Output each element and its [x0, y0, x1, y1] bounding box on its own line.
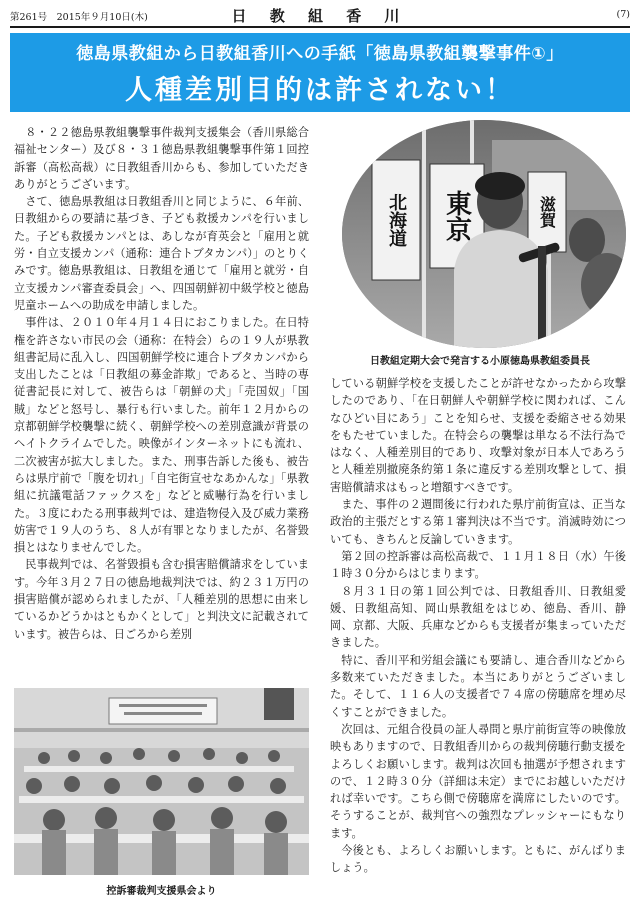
headline-banner: [10, 33, 630, 112]
sign-tokyo: 東京: [441, 190, 472, 242]
article-paragraph: 今後とも、よろしくお願いします。ともに、がんばりましょう。: [330, 844, 626, 875]
article-paragraph: 民事裁判では、名誉毀損も含む損害賠償請求をしています。今年３月２７日の徳島地裁判決では、約２３１万円の損害賠償が認められましたが、「人種差別的思想に由来しているかどうかはともかくとして」と判決文に記載されています。被告らは、日ごろから差別: [14, 558, 309, 641]
article-paragraph: 事件は、２０１０年４月１４日におこりました。在日特権を許さない市民の会（通称：在特会）らの１９人が県教組書記局に乱入し、四国朝鮮学校に連合トブタカンパから支出したことは「日教組の募金詐欺」であると、当時の専従書記長に対して、被告らは「朝鮮の犬」「売国奴」「国賊」などと怒号し、暴行も行いました。前年１２月からの京都朝鮮学校襲撃に続く、朝鮮学校への差別意識が背景のヘイトクライムでした。映像がインターネットにも流れ、二次被害が拡大しました。また、刑事告訴した後も、被告らは県庁前で「腹を切れ」「自宅街宣せなあかんな」「県教組に抗議電話ファックスを」などと威嚇行為を行いました。３度にわたる刑事裁判では、建造物侵入及び威力業務妨害で１９人のうち、８人が有罪となりましたが、名誉毀損とはなりませんでした。: [14, 316, 309, 555]
article-paragraph: 次回は、元組合役員の証人尋問と県庁前街宣等の映像放映もありますので、日教組香川からの裁判傍聴行動支援をよろしくお願いします。裁判は次回も抽選が予想されますので、１２時３０分（詳細は未定）までにお越しいただければ幸いです。こちら側で傍聴席を満席にしたいのです。そうすることが、裁判官への強烈なプレッシャーにもなります。: [330, 722, 626, 840]
page-header: [10, 4, 630, 28]
article-paragraph: 第２回の控訴審は高松高裁で、１１月１８日（水）午後１時３０分からはじまります。: [330, 549, 626, 581]
article-left-column: [14, 124, 309, 643]
page-number: (7): [616, 9, 630, 20]
meeting-photo-caption: 控訴審裁判支援県会より: [106, 886, 217, 897]
banner-headline: 人種差別目的は許されない！: [125, 75, 515, 106]
article-paragraph: 特に、香川平和労組会議にも要請し、連合香川などから多数来ていただきました。本当にありがとうございました。そして、１１６人の支援者で７４席の傍聴席を埋め尽くすことができました。: [330, 653, 626, 719]
speaker-photo: [342, 120, 626, 348]
article-right-column: [330, 375, 626, 877]
article-paragraph: している朝鮮学校を支援したことが許せなかったから攻撃したのであり、「在日朝鮮人や朝鮮学校に関われば、こんなひどい目にあう」ことを知らせ、支援を委縮させる効果をもたせていました。在特会らの襲撃は単なる不法行為ではなく、人種差別目的であり、攻撃対象が日本人であろうと人種差別撤廃条約第１条に違反する差別攻撃として、損害賠償請求はもっと増額すべきです。: [330, 377, 626, 494]
article-paragraph: ８月３１日の第１回公判では、日教組香川、日教組愛媛、日教組高知、岡山県教組をはじめ、徳島、香川、静岡、京都、大阪、兵庫などからも支援者が集まっていただきました。: [330, 584, 626, 650]
issue-info: 第261号 2015年９月10日(木): [10, 12, 148, 23]
meeting-photo-illustration: [14, 688, 309, 875]
sign-hokkaido: 北海道: [386, 193, 407, 247]
speaker-photo-caption: 日教組定期大会で発言する小原徳島県教組委員長: [370, 356, 590, 367]
article-paragraph: ８・２２徳島県教組襲撃事件裁判支援集会（香川県総合福祉センター）及び８・３１徳島県教組襲撃事件第１回控訴審（高松高裁）に日教組香川からも、参加していただきありがとうございます。: [14, 126, 309, 191]
paper-name: 日 教 組 香 川: [231, 7, 409, 25]
article-paragraph: また、事件の２週間後に行われた県庁前街宣は、正当な政治的主張だとする第１審判決は不当です。消滅時効についても、きちんと反論していきます。: [330, 498, 626, 546]
meeting-photo: [14, 688, 309, 875]
sign-shiga: 滋賀: [537, 196, 557, 228]
banner-subtitle: 徳島県教組から日教組香川への手紙「徳島県教組襲撃事件①」: [76, 44, 564, 64]
article-paragraph: さて、徳島県教組は日教組香川と同じように、６年前、日教組からの要請に基づき、子ども救援カンパを行いました。子ども救援カンパとは、あしなが育英会と「雇用と就労・自立支援カンパ（通称：連合トブタカンパ）」のとりくみです。徳島県教組は、日教組を通じて「雇用と就労・自立支援カンパ審査委員会」へ、四国朝鮮初中級学校と徳島児童ホームへの助成を申請しました。: [14, 195, 309, 312]
